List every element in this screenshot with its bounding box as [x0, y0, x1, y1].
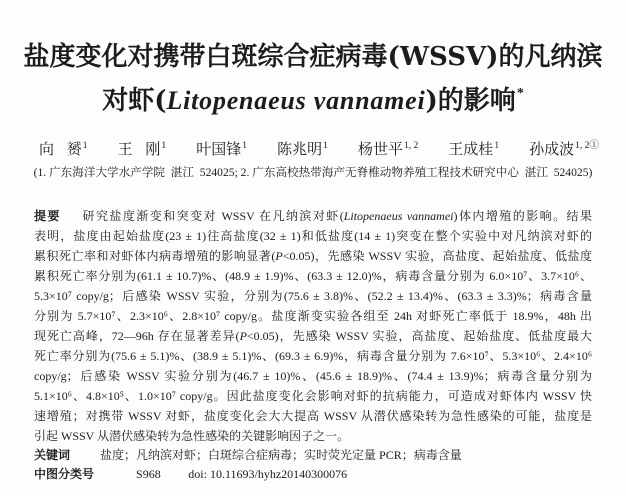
author-name: 孙成波 — [529, 142, 575, 158]
abstract-text: 引起 WSSV 从潜伏感染转为急性感染的关键影响因子之一。 — [34, 429, 350, 443]
abstract-text: 现死亡高峰，72—96h 存在显著差异( — [34, 329, 240, 343]
title-line-1: 盐度变化对携带白斑综合症病毒(WSSV)的凡纳滨 — [23, 42, 603, 72]
doi: doi: 10.11693/hyhz20140300076 — [188, 467, 348, 481]
author-affiliation-mark: 1 — [494, 141, 500, 152]
author-name: 向 赟 — [39, 142, 82, 158]
affiliations: (1. 广东海洋大学水产学院 湛江 524025; 2. 广东高校热带海产无脊椎动物养殖工程技术研究中心 湛江 524025) — [33, 166, 593, 179]
author-affiliation-mark: 1, 2① — [575, 141, 599, 152]
abstract-text: copy/g；后感染 WSSV 实验分别为(46.7 ± 10)%、(45.6 ± 18.9)%、(74.4 ± 13.9)%；病毒含量分别为 — [34, 369, 592, 383]
abstract-text: 累积死亡率和对虾体内病毒增殖的影响显著( — [34, 249, 276, 263]
abstract-text: 速增殖；对携带 WSSV 对虾，盐度变化会大大提高 WSSV 从潜伏感染转为急性感染的可能，盐度是 — [34, 409, 592, 423]
author — [196, 140, 247, 160]
author — [358, 140, 418, 160]
abstract-line — [34, 386, 592, 406]
abstract-line — [34, 306, 592, 326]
author — [529, 140, 599, 160]
classification — [34, 465, 592, 483]
abstract-text: <0.05)，先感染 WSSV 实验，高盐度、起始盐度、低盐度 — [282, 249, 592, 263]
abstract — [34, 206, 592, 446]
abstract-line — [34, 206, 592, 226]
title-line-2-suffix: )的影响 — [425, 86, 516, 116]
classification-label: 中图分类号 — [34, 467, 95, 481]
abstract-line — [34, 406, 592, 426]
paper-title — [0, 35, 626, 123]
classification-code: S968 — [136, 467, 161, 481]
abstract-text: 表明，盐度由起始盐度(23 ± 1)往高盐度(32 ± 1)和低盐度(14 ± 1)突变在整个实验中对凡纳滨对虾的 — [34, 229, 592, 243]
abstract-line — [34, 266, 592, 286]
author — [277, 140, 328, 160]
abstract-text: )体内增殖的影响。结果 — [453, 209, 592, 223]
author-name: 叶国锋 — [196, 142, 242, 158]
abstract-text: 5.1×10⁶、4.8×10⁵、1.0×10⁷ copy/g。因此盐度变化会影响对虾的抗病能力，可造成对虾体内 WSSV 快 — [34, 389, 592, 403]
p-value-symbol: P — [275, 249, 283, 263]
keywords-label: 关键词 — [34, 448, 71, 462]
author — [118, 140, 167, 160]
title-line-2-prefix: 对虾( — [102, 86, 167, 116]
title-line-2 — [0, 79, 626, 123]
author-affiliation-mark: 1, 2 — [403, 141, 419, 152]
abstract-line — [34, 346, 592, 366]
author-name: 陈兆明 — [277, 142, 323, 158]
keywords — [34, 446, 592, 465]
abstract-line — [34, 426, 592, 446]
abstract-label: 提要 — [34, 209, 61, 223]
abstract-text: 研究盐度渐变和突变对 WSSV 在凡纳滨对虾( — [82, 209, 344, 223]
title-footnote-mark: * — [516, 86, 524, 102]
author — [448, 140, 499, 160]
author-affiliation-mark: 1 — [242, 141, 247, 152]
abstract-text: 累积死亡率分别为(61.1 ± 10.7)%、(48.9 ± 1.9)%、(63.3 ± 12.0)%，病毒含量分别为 6.0×10⁷、3.7×10⁶、 — [34, 269, 592, 283]
author-name: 王 刚 — [117, 142, 161, 158]
keywords-text: 盐度；凡纳滨对虾；白斑综合症病毒；实时荧光定量 PCR；病毒含量 — [100, 448, 462, 462]
author-affiliation-mark: 1 — [323, 141, 328, 152]
abstract-line — [34, 286, 592, 306]
p-value-symbol: P — [239, 329, 247, 343]
abstract-line — [34, 246, 592, 266]
abstract-text: 死亡率分别为(75.6 ± 5.1)%、(38.9 ± 5.1)%、(69.3 ± 6.9)%，病毒含量分别为 7.6×10⁷、5.3×10⁶、2.4×10⁶ — [34, 349, 592, 363]
title-species-name: Litopenaeus vannamei — [166, 86, 426, 115]
author-name: 杨世平 — [357, 142, 403, 158]
author-affiliation-mark: 1 — [161, 141, 167, 152]
abstract-line — [34, 226, 592, 246]
abstract-line — [34, 366, 592, 386]
abstract-text: 5.3×10⁷ copy/g；后感染 WSSV 实验，分别为(75.6 ± 3.8)%、(52.2 ± 13.4)%、(63.3 ± 3.3)%；病毒含量 — [34, 289, 592, 303]
author-name: 王成桂 — [448, 142, 494, 158]
author-affiliation-mark: 1 — [82, 141, 88, 152]
abstract-line — [34, 326, 592, 346]
species-name: Litopenaeus vannamei — [343, 209, 454, 223]
author — [39, 140, 88, 160]
abstract-text: 分别为 5.7×10⁷、2.3×10⁶、2.8×10⁷ copy/g。盐度渐变实验各组至 24h 对虾死亡率低于 18.9%，48h 出 — [34, 309, 592, 323]
abstract-text: <0.05)，先感染 WSSV 实验，高盐度、起始盐度、低盐度最大 — [246, 329, 593, 343]
author-list — [39, 140, 599, 160]
